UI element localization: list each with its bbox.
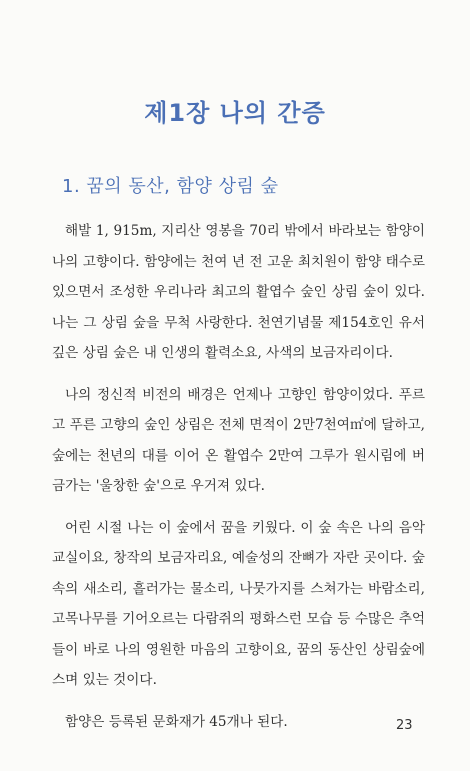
- paragraph: 해발 1, 915m, 지리산 영봉을 70리 밖에서 바라보는 함양이 나의 고향이다. 함양에는 천여 년 전 고운 최치원이 함양 태수로 있으면서 조성한 우리나라 최고의 활엽수 숲인 상림 숲이 있다. 나는 그 상림 숲을 무척 사랑한다. 천연기념물 제154호인 유서 깊은 상림 숲은 내 인생의 활력소요, 사색의 보금자리이다.: [52, 223, 425, 361]
- section-title: 1. 꿈의 동산, 함양 상림 숲: [62, 176, 279, 197]
- paragraph: 나의 정신적 비전의 배경은 언제나 고향인 함양이었다. 푸르고 푸른 고향의 숲인 상림은 전체 면적이 2만7천여㎡에 달하고, 숲에는 천년의 대를 이어 온 활엽수 2만여 그루가 원시림에 버금가는 '울창한 숲'으로 우거져 있다.: [52, 386, 425, 494]
- paragraph: 함양은 등록된 문화재가 45개나 된다.: [65, 713, 288, 730]
- body-text: [52, 216, 425, 748]
- chapter-title: 제1장 나의 간증: [144, 99, 326, 127]
- page-number: 23: [396, 718, 413, 733]
- paragraph: 어린 시절 나는 이 숲에서 꿈을 키웠다. 이 숲 속은 나의 음악 교실이요, 창작의 보금자리요, 예술성의 잔뼈가 자란 곳이다. 숲 속의 새소리, 흘러가는 물소리, 나뭇가지를 스쳐가는 바람소리, 고목나무를 기어오르는 다람쥐의 평화스런 모습 등 수많은 추억들이 바로 나의 영원한 마음의 고향이요, 꿈의 동산인 상림숲에 스며 있는 것이다.: [52, 519, 425, 688]
